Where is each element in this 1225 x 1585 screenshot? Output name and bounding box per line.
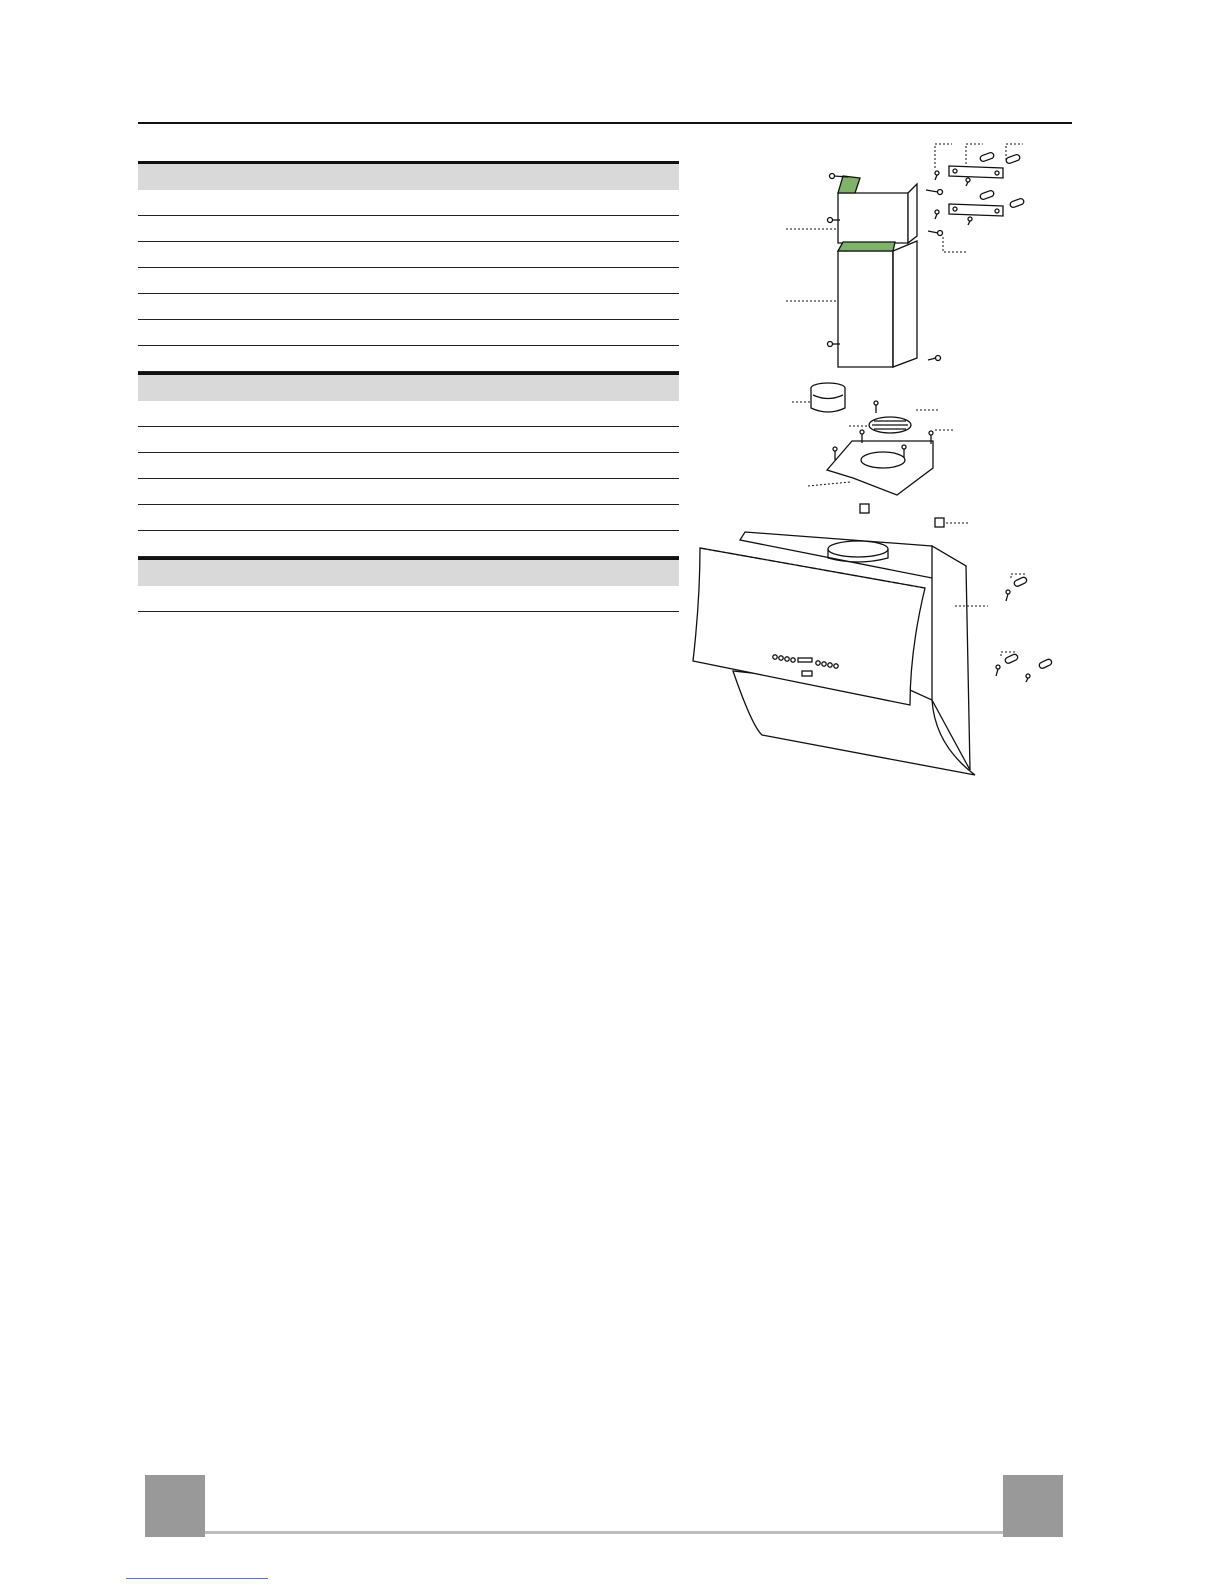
grille: [869, 417, 911, 433]
screw: [968, 217, 972, 225]
exploded-parts-drawing: [690, 138, 1070, 788]
screw: [935, 171, 939, 180]
mounting-plate: [827, 441, 933, 495]
screw: [926, 190, 943, 195]
part-row: [138, 479, 679, 505]
wall-bracket: [949, 166, 1003, 178]
section-header: [138, 375, 679, 401]
screw: [928, 356, 941, 361]
screw: [874, 401, 878, 413]
screw: [1026, 674, 1030, 682]
lower-chimney: [838, 241, 917, 367]
screw: [966, 178, 970, 186]
footer-rule: [205, 1531, 1003, 1534]
part-row: [138, 427, 679, 453]
wall-plug: [979, 152, 994, 162]
parts-table: [138, 161, 679, 612]
top-rule: [138, 122, 1072, 124]
wall-plug: [1038, 658, 1052, 669]
parts-section: [138, 161, 679, 372]
section-header: [138, 164, 679, 190]
section-header: [138, 560, 679, 586]
part-row: [138, 268, 679, 294]
part-row: [138, 294, 679, 320]
wall-bracket: [949, 204, 1003, 216]
part-row: [138, 453, 679, 479]
screw: [1006, 590, 1010, 601]
footer-page-box-right: [1003, 1475, 1063, 1537]
glass-panel: [693, 548, 925, 705]
clip: [935, 518, 944, 527]
clip: [860, 504, 869, 513]
part-row: [138, 320, 679, 346]
parts-section: [138, 372, 679, 557]
screw: [928, 231, 943, 236]
part-row: [138, 505, 679, 531]
part-row: [138, 531, 679, 557]
part-row: [138, 216, 679, 242]
wall-plug: [1005, 154, 1020, 164]
duct-collar: [811, 383, 845, 412]
part-row: [138, 242, 679, 268]
parts-section: [138, 557, 679, 612]
wall-plug: [1004, 653, 1018, 664]
part-row: [138, 586, 679, 612]
screw: [996, 665, 1000, 676]
upper-chimney: [838, 176, 917, 243]
part-row: [138, 401, 679, 427]
screw: [935, 210, 939, 219]
part-row: [138, 346, 679, 372]
wall-plug: [1013, 576, 1027, 587]
wall-plug: [979, 190, 994, 200]
footer-page-box-left: [145, 1475, 205, 1537]
part-row: [138, 190, 679, 216]
screw: [833, 447, 837, 460]
bottom-link-underline: [126, 1578, 268, 1579]
wall-plug: [1009, 198, 1024, 208]
